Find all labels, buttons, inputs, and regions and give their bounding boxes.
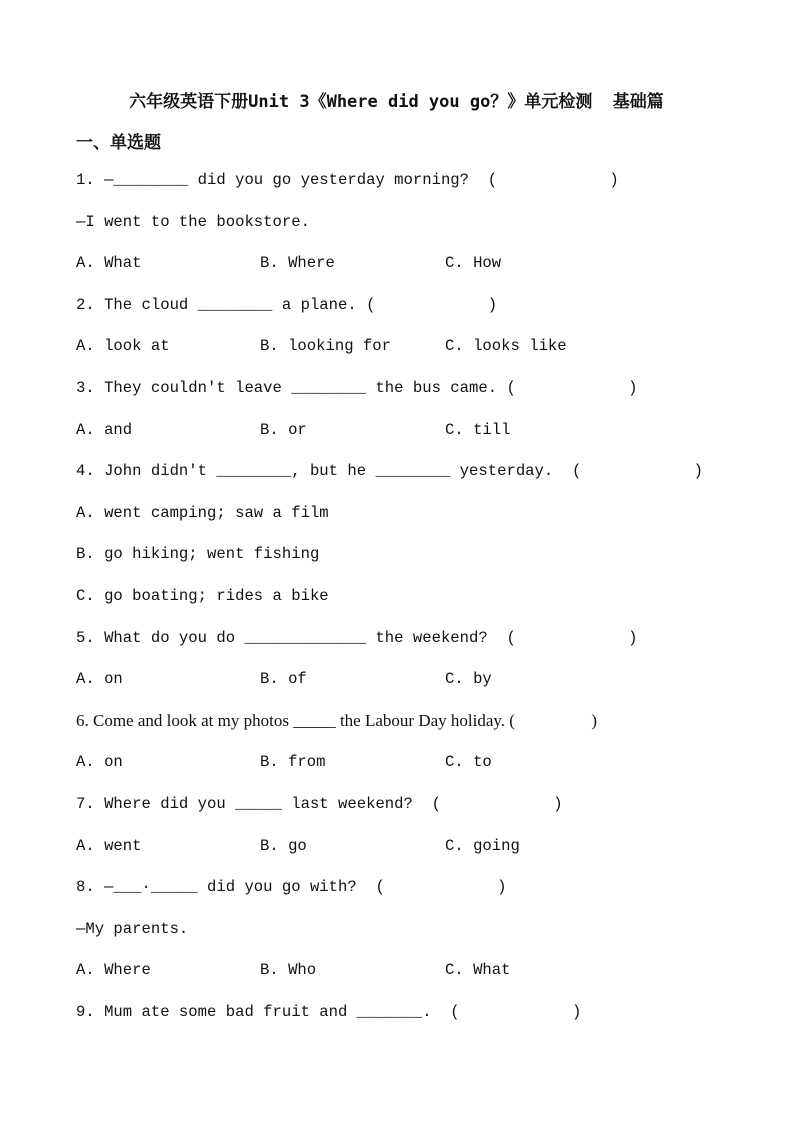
- question-line: —I went to the bookstore.: [76, 212, 310, 231]
- answer-option: A. What: [76, 254, 142, 273]
- answer-option: B. go: [260, 836, 307, 855]
- question-line: 6. Come and look at my photos _____ the Labour Day holiday. ( ): [76, 710, 598, 730]
- question-line: 1. —________ did you go yesterday morning? ( ): [76, 171, 619, 189]
- page-title: 六年级英语下册Unit 3《Where did you go？》单元检测 基础篇: [129, 92, 664, 112]
- question-line: 9. Mum ate some bad fruit and _______. ( ): [76, 1003, 582, 1021]
- question-line: 3. They couldn't leave ________ the bus came. ( ): [76, 379, 638, 397]
- question-line: 7. Where did you _____ last weekend? ( ): [76, 795, 563, 813]
- question-line: B. go hiking; went fishing: [76, 545, 320, 564]
- answer-option: A. on: [76, 670, 123, 689]
- section-heading: 一、单选题: [76, 133, 161, 153]
- answer-option: C. looks like: [445, 337, 567, 356]
- answer-option: B. of: [260, 670, 307, 689]
- question-line: —My parents.: [76, 919, 189, 938]
- answer-option: C. How: [445, 254, 502, 273]
- answer-option: A. on: [76, 753, 123, 772]
- answer-option: A. look at: [76, 337, 170, 356]
- question-line: C. go boating; rides a bike: [76, 587, 329, 605]
- answer-option: C. going: [445, 836, 520, 855]
- answer-option: A. Where: [76, 961, 151, 980]
- answer-option: C. to: [445, 753, 492, 772]
- question-line: 8. —___·_____ did you go with? ( ): [76, 878, 507, 897]
- answer-option: A. and: [76, 420, 133, 439]
- answer-option: B. from: [260, 753, 326, 772]
- answer-option: B. or: [260, 420, 307, 439]
- answer-option: C. What: [445, 961, 511, 980]
- answer-option: C. till: [445, 420, 511, 439]
- question-line: 5. What do you do _____________ the weekend? ( ): [76, 628, 638, 647]
- question-line: A. went camping; saw a film: [76, 503, 329, 522]
- answer-option: B. Where: [260, 254, 335, 273]
- answer-option: C. by: [445, 670, 492, 689]
- answer-option: B. Who: [260, 961, 317, 980]
- answer-option: A. went: [76, 836, 142, 855]
- question-line: 2. The cloud ________ a plane. ( ): [76, 295, 498, 314]
- answer-option: B. looking for: [260, 337, 392, 356]
- question-line: 4. John didn't ________, but he ________ yesterday. ( ): [76, 462, 703, 481]
